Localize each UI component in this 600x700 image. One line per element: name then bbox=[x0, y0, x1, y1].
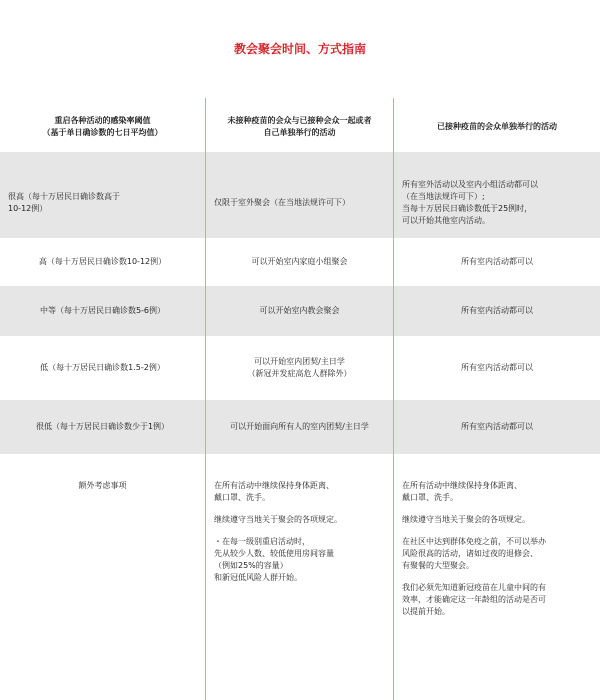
row-very-high-level bbox=[0, 152, 205, 238]
header-threshold bbox=[0, 110, 205, 144]
text-line: 在所有活动中继续保持身体距离、 bbox=[214, 481, 334, 490]
extra-vaccinated bbox=[394, 474, 600, 700]
text-line: （新冠并发症高危人群除外） bbox=[247, 369, 352, 378]
row-medium-mixed: 可以开始室内教会聚会 bbox=[259, 306, 340, 315]
text-line: 可以开始其他室内活动。 bbox=[402, 216, 490, 225]
text-line: 戴口罩、洗手。 bbox=[402, 493, 458, 502]
extra-mixed bbox=[206, 474, 393, 700]
row-high bbox=[0, 238, 600, 286]
text-line: 10-12例） bbox=[8, 204, 48, 213]
table-header bbox=[0, 110, 600, 144]
text-line: 仅限于室外聚会（在当地法规许可下） bbox=[214, 198, 350, 207]
text-line: ・在每一级别重启活动时， bbox=[214, 537, 310, 546]
text-line: （在当地法规许可下）; bbox=[402, 192, 485, 201]
text-line: 和新冠低风险人群开始。 bbox=[214, 573, 302, 582]
row-medium-vaccinated: 所有室内活动都可以 bbox=[461, 306, 533, 315]
row-low bbox=[0, 336, 600, 400]
text-line: 以提前开始。 bbox=[402, 607, 450, 616]
text-line: （基于单日确诊数的七日平均值） bbox=[42, 128, 163, 137]
row-very-low-mixed: 可以开始面向所有人的室内团契/主日学 bbox=[230, 422, 369, 431]
text-line: 可以开始室内团契/主日学 bbox=[254, 357, 345, 366]
text-line: 有聚餐的大型聚会。 bbox=[402, 561, 474, 570]
row-very-low-vaccinated: 所有室内活动都可以 bbox=[461, 422, 533, 431]
row-high-vaccinated: 所有室内活动都可以 bbox=[461, 257, 533, 266]
row-extra bbox=[0, 474, 600, 700]
row-low-level: 低（每十万居民日确诊数1.5-2例） bbox=[40, 363, 165, 372]
row-medium-level: 中等（每十万居民日确诊数5-6例） bbox=[39, 306, 166, 315]
text-line: 未接种疫苗的会众与已接种会众一起或者 bbox=[227, 116, 372, 125]
text-line: 在所有活动中继续保持身体距离、 bbox=[402, 481, 522, 490]
text-line: 继续遵守当地关于聚会的各项规定。 bbox=[402, 515, 530, 524]
text-line: 戴口罩、洗手。 bbox=[214, 493, 270, 502]
row-very-high-vaccinated bbox=[394, 152, 600, 238]
text-line: 当每十万居民日确诊数低于25例时， bbox=[402, 204, 533, 213]
row-very-high bbox=[0, 152, 600, 238]
header-mixed bbox=[206, 110, 393, 144]
text-line: 我们必须先知道新冠疫苗在儿童中间的有 bbox=[402, 583, 546, 592]
row-very-low-level: 很低（每十万居民日确诊数少于1例） bbox=[35, 422, 170, 431]
row-high-level: 高（每十万居民日确诊数10-12例） bbox=[38, 257, 167, 266]
row-very-low bbox=[0, 400, 600, 454]
text-line: 所有室外活动以及室内小组活动都可以 bbox=[402, 180, 538, 189]
text-line: 效率，才能确定这一年龄组的活动是否可 bbox=[402, 595, 546, 604]
row-low-mixed bbox=[206, 336, 393, 400]
text-line: 自己单独举行的活动 bbox=[263, 128, 336, 137]
text-line: 在社区中达到群体免疫之前，不可以举办 bbox=[402, 537, 546, 546]
column-divider bbox=[393, 98, 394, 700]
extra-label: 额外考虑事项 bbox=[78, 481, 127, 490]
text-line: （例如25%的容量） bbox=[214, 561, 288, 570]
text-line: 先从较少人数、较低使用房间容量 bbox=[214, 549, 334, 558]
page-title: 教会聚会时间、方式指南 bbox=[233, 42, 366, 56]
text-line: 重启各种活动的感染率阈值 bbox=[54, 116, 151, 125]
text-line: 继续遵守当地关于聚会的各项规定。 bbox=[214, 515, 342, 524]
text-line: 很高（每十万居民日确诊数高于 bbox=[8, 192, 120, 201]
header-vaccinated: 已接种疫苗的会众单独举行的活动 bbox=[437, 122, 557, 131]
column-divider bbox=[205, 98, 206, 700]
row-very-high-mixed bbox=[206, 152, 393, 238]
row-medium bbox=[0, 286, 600, 336]
row-low-vaccinated: 所有室内活动都可以 bbox=[461, 363, 533, 372]
row-high-mixed: 可以开始室内家庭小组聚会 bbox=[251, 257, 348, 266]
text-line: 风险很高的活动，诸如过夜的退修会、 bbox=[402, 549, 538, 558]
